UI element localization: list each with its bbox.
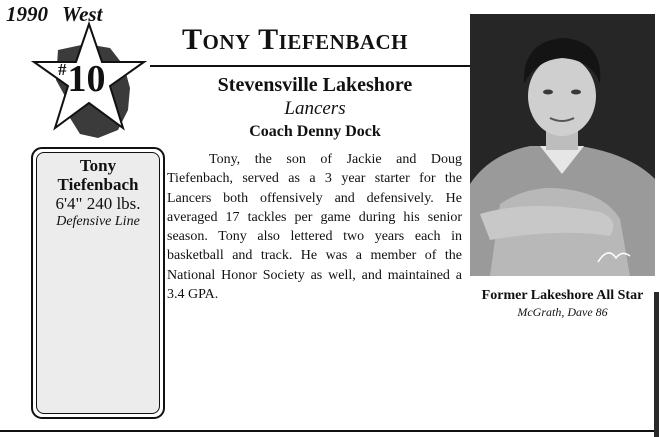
number-prefix: # [58, 60, 67, 79]
player-first-name: Tony [79, 156, 117, 175]
bottom-divider [0, 430, 659, 432]
coach-name: Coach Denny Dock [249, 123, 381, 140]
player-photo [470, 14, 655, 276]
portrait-image [470, 14, 655, 276]
photo-caption: Former Lakeshore All Star [481, 288, 644, 303]
year-label: 1990 [6, 2, 48, 26]
player-height-weight: 6'4" 240 lbs. [55, 194, 141, 213]
jersey-number [58, 60, 106, 98]
player-position: Defensive Line [56, 214, 140, 229]
number-value: 10 [67, 58, 106, 100]
page-edge-shadow [654, 292, 659, 437]
photo-credit: McGrath, Dave 86 [517, 305, 608, 319]
player-last-name: Tiefenbach [57, 175, 139, 194]
title-divider [150, 65, 470, 67]
player-title: Tony Tiefenbach [182, 23, 408, 56]
player-bio: Tony, the son of Jackie and Doug Tiefenbach, served as a 3 year starter for the Lancers both offensively and defensively. He averaged 17 tackles per game during his senior season. Tony also lettered two years each in basketball and track. He was a member of the National Honor Society as well, and maintained a 3.4 GPA. [167, 152, 462, 303]
school-name: Stevensville Lakeshore [217, 74, 413, 96]
division-label: West [62, 2, 103, 26]
school-mascot: Lancers [284, 98, 346, 119]
player-card [36, 156, 160, 231]
